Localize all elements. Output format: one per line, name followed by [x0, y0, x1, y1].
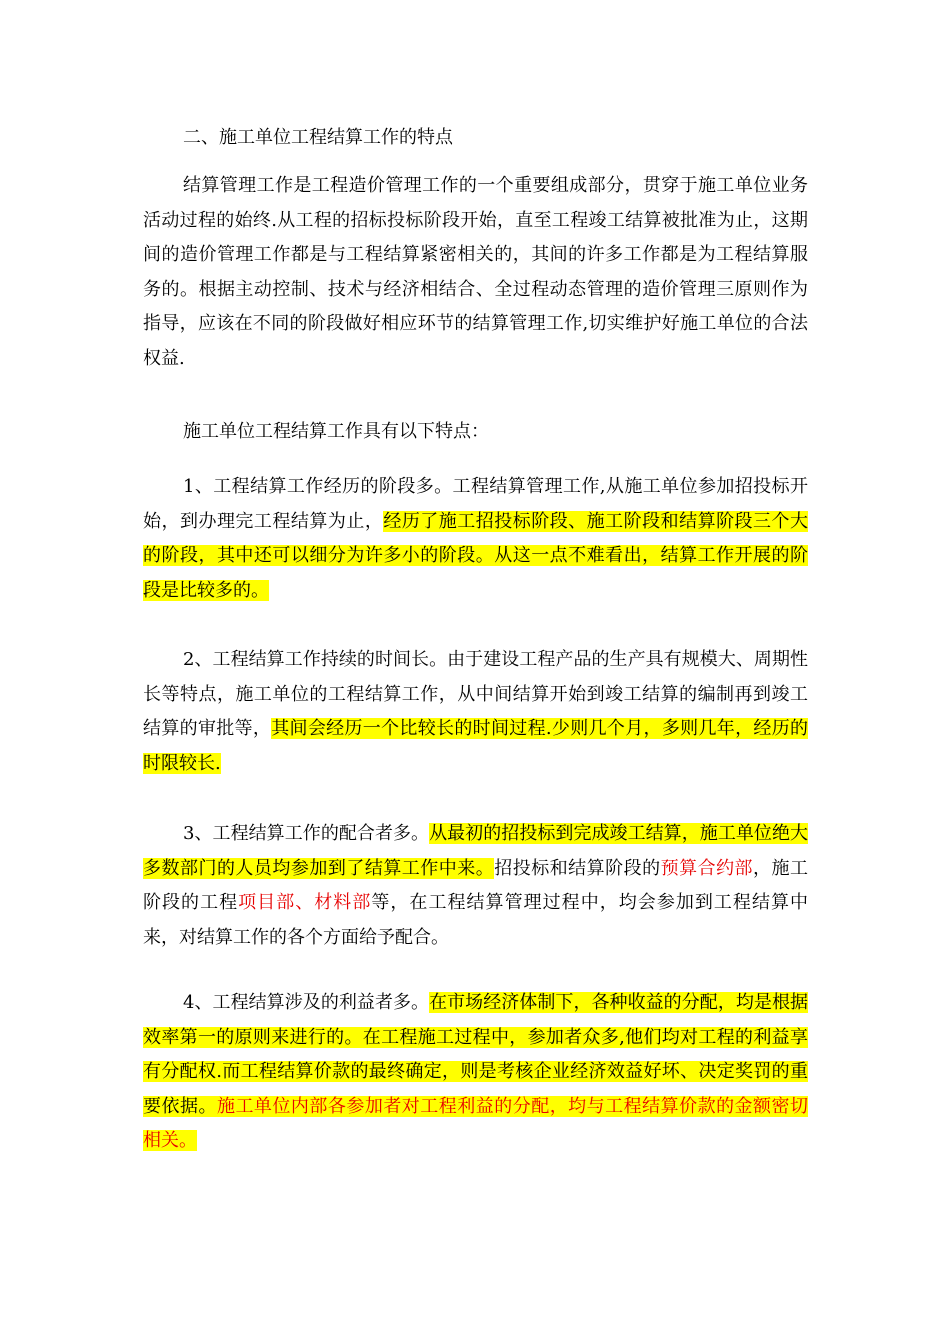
feature-item-4-highlight-red: 施工单位内部各参加者对工程利益的分配，均与工程结算价款的金额密切相关。: [143, 1095, 809, 1151]
feature-item-4-highlight: 在市场经济体制下，各种收益的分配，均是根据效率第一的原则来进行的。在工程施工过程中，参加者众多,他们均对工程的利益享有分配权.而工程结算价款的最终确定，则是考核企业经济效益好坏、决定奖罚的重要依据。: [143, 992, 809, 1117]
feature-item-2-text: 2、工程结算工作持续的时间长。由于建设工程产品的生产具有规模大、周期性长等特点，施工单位的工程结算工作，从中间结算开始到竣工结算的编制再到竣工结算的审批等，: [143, 649, 808, 739]
intro-paragraph: [143, 169, 808, 376]
department-budget-contract: 预算合约部: [660, 857, 754, 879]
feature-item-3-text-b: 招投标和结算阶段的: [494, 857, 661, 879]
department-project-materials: 项目部、材料部: [238, 892, 372, 913]
feature-item-1-highlight: 经历了施工招投标阶段、施工阶段和结算阶段三个大的阶段，其中还可以细分为许多小的阶段。从这一点不难看出，结算工作开展的阶段是比较多的。: [143, 510, 809, 601]
feature-item-1-text: 1、工程结算工作经历的阶段多。工程结算管理工作,从施工单位参加招投标开始，到办理完工程结算为止，: [143, 476, 808, 532]
feature-item-3-highlight: 从最初的招投标到完成竣工结算，施工单位绝大多数部门的人员均参加到了结算工作中来。: [143, 823, 809, 879]
feature-item-1: [143, 470, 808, 608]
section-heading-text: 二、施工单位工程结算工作的特点: [183, 127, 453, 148]
feature-item-3: [143, 817, 808, 955]
feature-item-4: [143, 986, 808, 1159]
intro-text: 结算管理工作是工程造价管理工作的一个重要组成部分，贯穿于施工单位业务活动过程的始终.从工程的招标投标阶段开始，直至工程竣工结算被批准为止，这期间的造价管理工作都是与工程结算紧密相关的，其间的许多工作都是为工程结算服务的。根据主动控制、技术与经济相结合、全过程动态管理的造价管理三原则作为指导，应该在不同的阶段做好相应环节的结算管理工作,切实维护好施工单位的合法权益.: [143, 175, 808, 369]
feature-item-2-highlight: 其间会经历一个比较长的时间过程.少则几个月，多则几年，经历的时限较长.: [143, 718, 809, 774]
lead-paragraph: [143, 415, 808, 450]
feature-item-3-text-c: ，施工阶段的工程: [143, 857, 809, 913]
feature-item-2: [143, 643, 808, 781]
feature-item-3-text-d: 等，在工程结算管理过程中，均会参加到工程结算中来，对结算工作的各个方面给予配合。: [143, 892, 809, 948]
section-heading: [143, 121, 808, 156]
lead-text: 施工单位工程结算工作具有以下特点：: [183, 421, 489, 442]
feature-item-3-text-a: 3、工程结算工作的配合者多。: [183, 823, 430, 844]
feature-item-4-text: 4、工程结算涉及的利益者多。: [183, 992, 430, 1013]
